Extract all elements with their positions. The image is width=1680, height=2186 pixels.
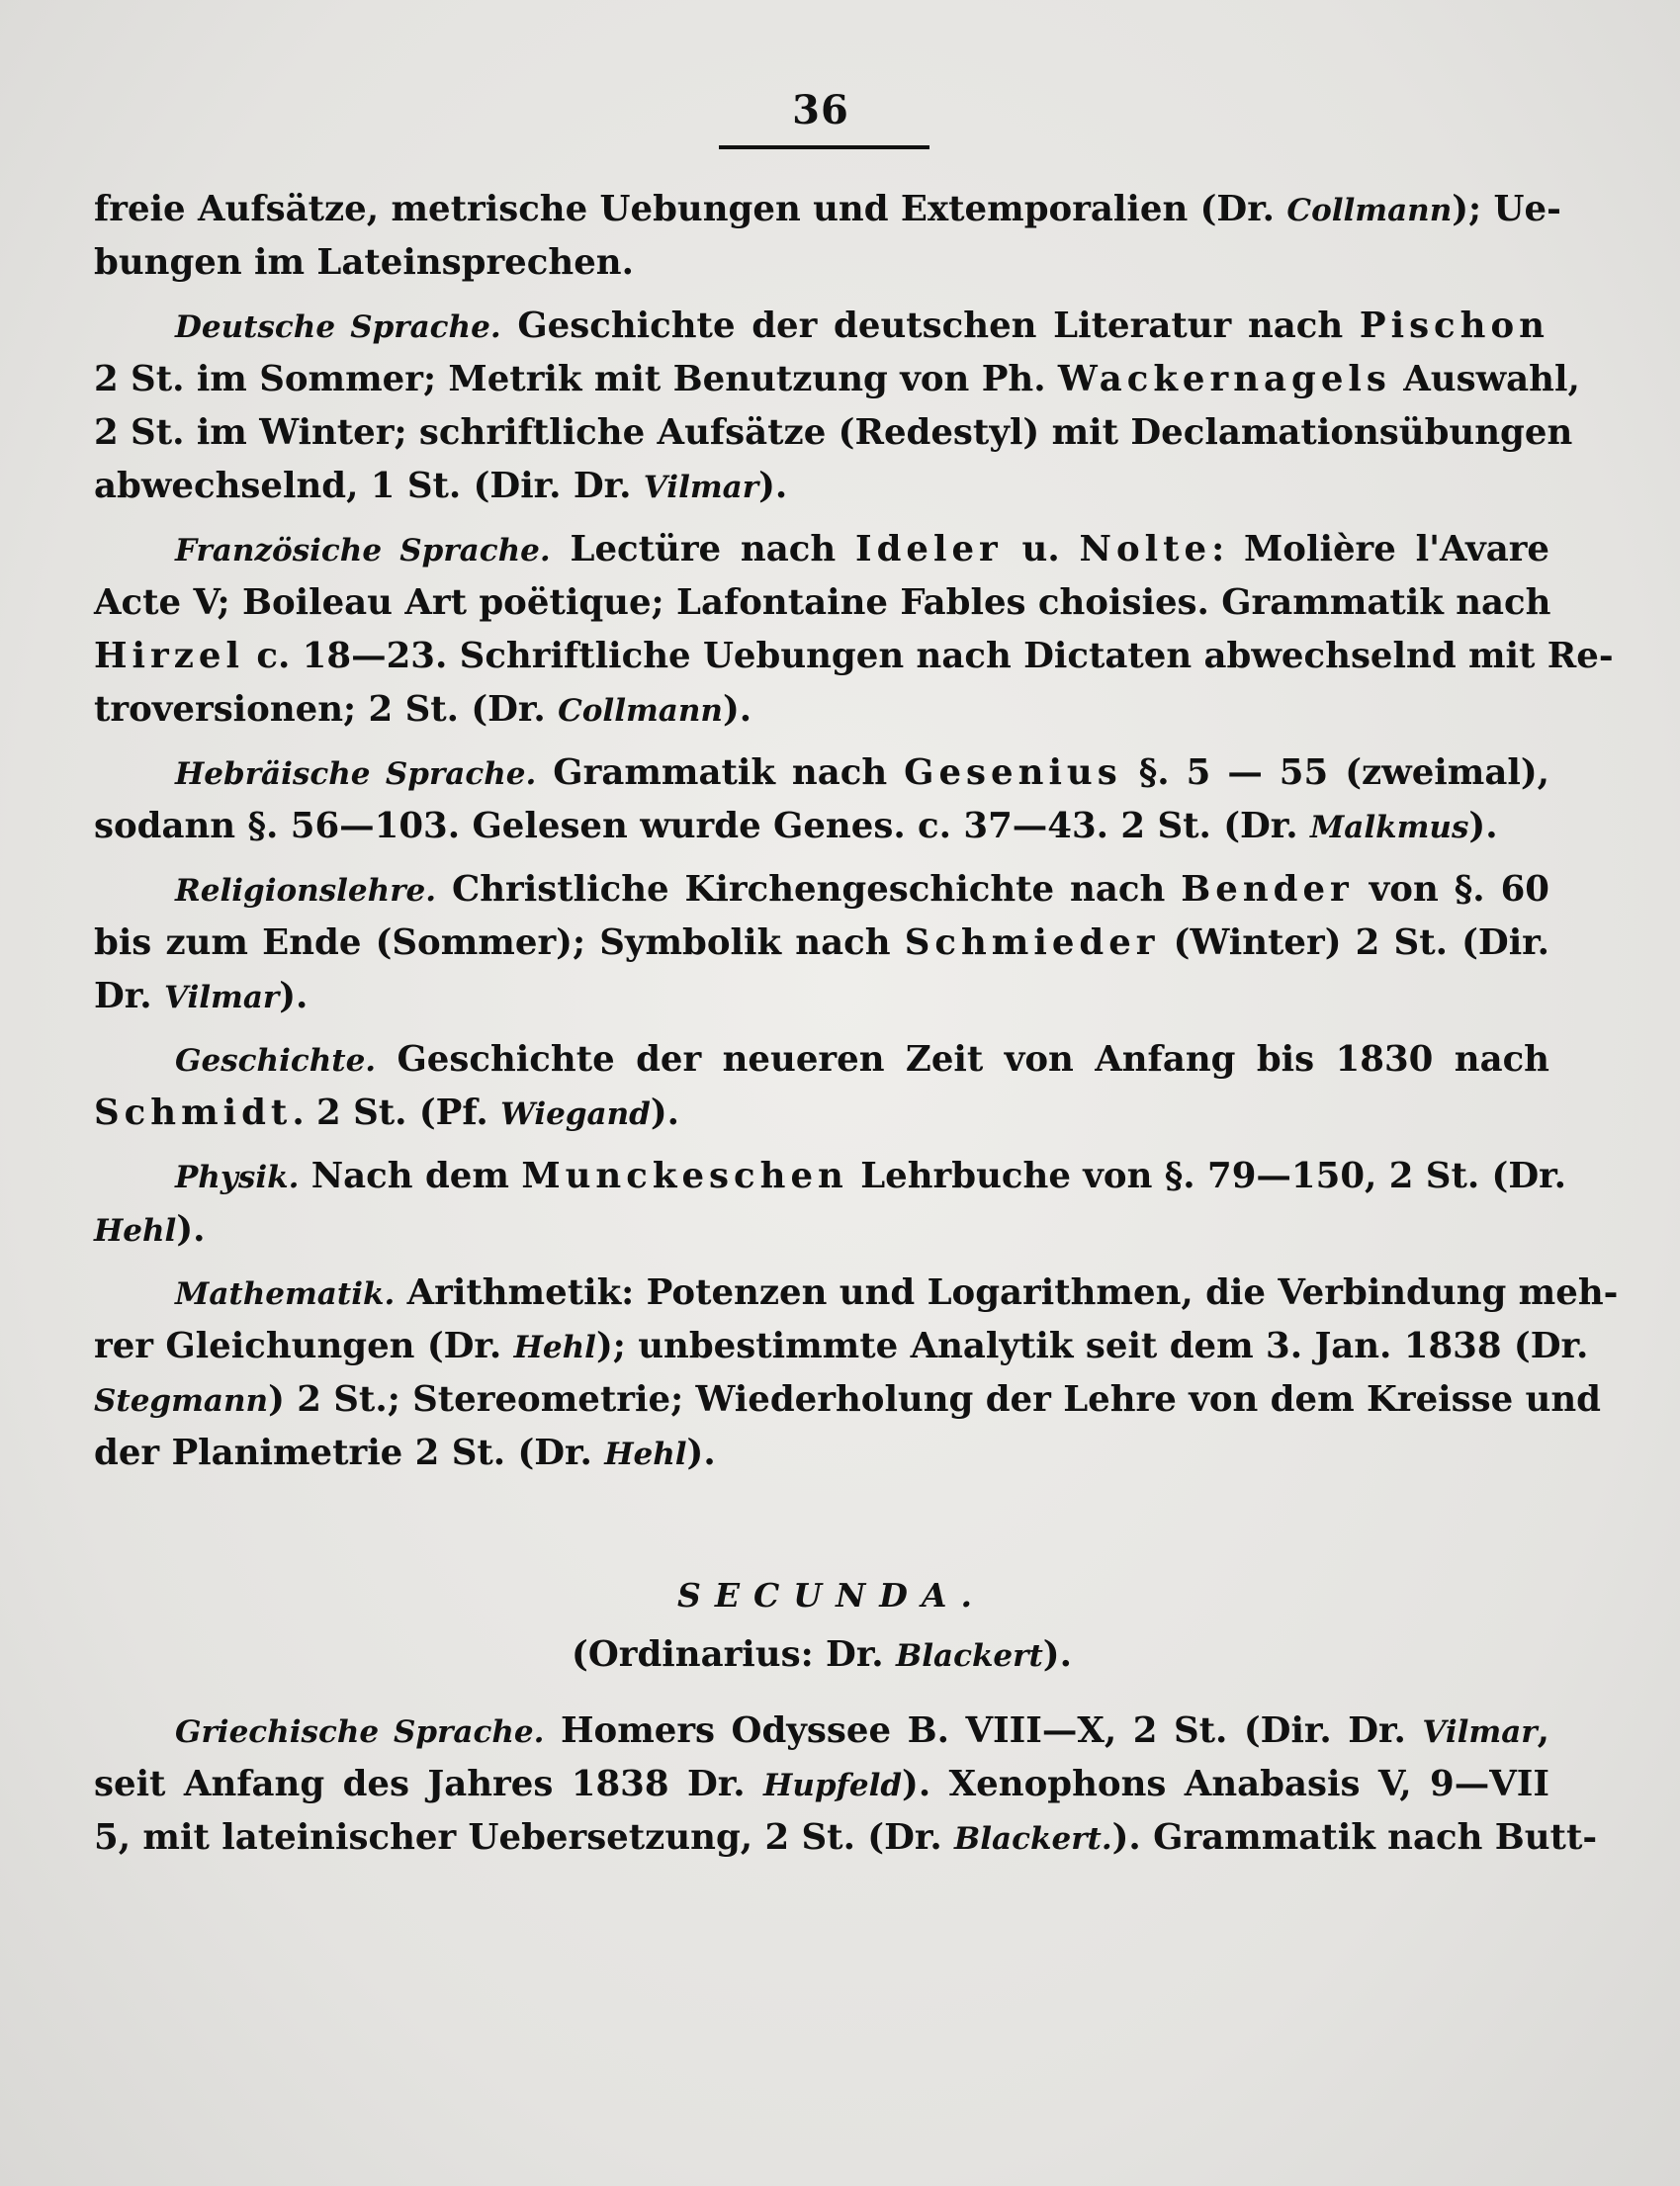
author-name: Bender — [1181, 869, 1354, 910]
subject-heading: Physik. — [175, 1160, 300, 1195]
paragraph-hebraeische-sprache: Hebräische Sprache. Grammatik nach Gesenius §. 5 — 55 (zweimal), sodann §. 56—103. Gelesen wurde Genes. c. 37—43. 2 St. (Dr. Malkmus). — [94, 752, 1549, 846]
paragraph-deutsche-sprache: Deutsche Sprache. Geschichte der deutschen Literatur nach Pischon 2 St. im Sommer; Metrik mit Benutzung von Ph. Wackernagels Auswahl, 2 St. im Winter; schriftliche Aufsätze (Redestyl) mit Declamationsübungen abwechselnd, 1 St. (Dir. Dr. Vilmar). — [94, 306, 1580, 506]
section-heading: SECUNDA. — [677, 1576, 986, 1615]
subject-heading: Geschichte. — [175, 1043, 377, 1079]
subject-heading: Hebräische Sprache. — [175, 756, 537, 792]
teacher-name: Malkmus — [1309, 810, 1469, 845]
teacher-name: Blackert — [896, 1638, 1043, 1674]
paragraph-mathematik: Mathematik. Arithmetik: Potenzen und Logarithmen, die Verbindung meh- rer Gleichungen (Dr. Hehl); unbestimmte Analytik seit dem 3. Jan. 1838 (Dr. Stegmann) 2 St.; Stereometrie; Wiederholung der Lehre von dem Kreisse und der Planimetrie 2 St. (Dr. Hehl). — [94, 1272, 1619, 1473]
paragraph-continuation: freie Aufsätze, metrische Uebungen und Extemporalien (Dr. Collmann); Ue- bungen im Lateinsprechen. — [94, 189, 1561, 283]
teacher-name: Vilmar — [1422, 1714, 1538, 1750]
subject-heading: Griechische Sprache. — [175, 1714, 545, 1750]
paragraph-physik: Physik. Nach dem Munckeschen Lehrbuche von §. 79—150, 2 St. (Dr. Hehl). — [94, 1156, 1566, 1250]
page-number: 36 — [792, 87, 849, 133]
page-body — [94, 183, 1619, 1875]
subject-heading: Französiche Sprache. — [175, 533, 551, 568]
subject-heading: Religionslehre. — [175, 873, 437, 909]
teacher-name: Collmann — [1286, 193, 1453, 228]
teacher-name: Stegmann — [94, 1383, 269, 1419]
teacher-name: Collmann — [558, 693, 723, 729]
author-name: Ideler — [854, 529, 1003, 569]
author-name: Schmieder — [904, 922, 1160, 963]
section-subheading: (Ordinarius: Dr. Blackert). — [572, 1634, 1072, 1675]
author-name: Nolte — [1079, 529, 1212, 569]
author-name: Hirzel — [94, 636, 244, 676]
paragraph-geschichte: Geschichte. Geschichte der neueren Zeit von Anfang bis 1830 nach Schmidt. 2 St. (Pf. Wiegand). — [94, 1039, 1549, 1133]
paragraph-franzoesische-sprache: Französiche Sprache. Lectüre nach Ideler u. Nolte: Molière l'Avare Acte V; Boileau Art poëtique; Lafontaine Fables choisies. Grammatik nach Hirzel c. 18—23. Schriftliche Uebungen nach Dictaten abwechselnd mit Re- troversionen; 2 St. (Dr. Collmann). — [94, 529, 1614, 730]
subject-heading: Mathematik. — [175, 1276, 396, 1312]
page-number-rule — [719, 145, 929, 149]
teacher-name: Vilmar — [643, 470, 759, 505]
author-name: Wackernagels — [1057, 359, 1391, 399]
paragraph-griechische-sprache: Griechische Sprache. Homers Odyssee B. VIII—X, 2 St. (Dir. Dr. Vilmar, seit Anfang des Jahres 1838 Dr. Hupfeld). Xenophons Anabasis V, 9—VII 5, mit lateinischer Uebersetzung, 2 St. (Dr. Blackert.). Grammatik nach Butt- — [94, 1710, 1598, 1858]
author-name: Gesenius — [904, 752, 1122, 793]
teacher-name: Vilmar — [163, 980, 280, 1015]
teacher-name: Wiegand — [500, 1096, 651, 1132]
author-name: Munckeschen — [521, 1156, 848, 1196]
paragraph-religionslehre: Religionslehre. Christliche Kirchengeschichte nach Bender von §. 60 bis zum Ende (Sommer); Symbolik nach Schmieder (Winter) 2 St. (Dir. Dr. Vilmar). — [94, 869, 1549, 1016]
teacher-name: Hehl — [94, 1213, 177, 1249]
author-name: Schmidt — [94, 1093, 293, 1133]
teacher-name: Blackert. — [954, 1821, 1112, 1857]
author-name: Pischon — [1359, 306, 1549, 346]
teacher-name: Hehl — [604, 1437, 687, 1472]
subject-heading: Deutsche Sprache. — [175, 309, 501, 345]
teacher-name: Hupfeld — [763, 1768, 903, 1803]
teacher-name: Hehl — [513, 1330, 596, 1365]
